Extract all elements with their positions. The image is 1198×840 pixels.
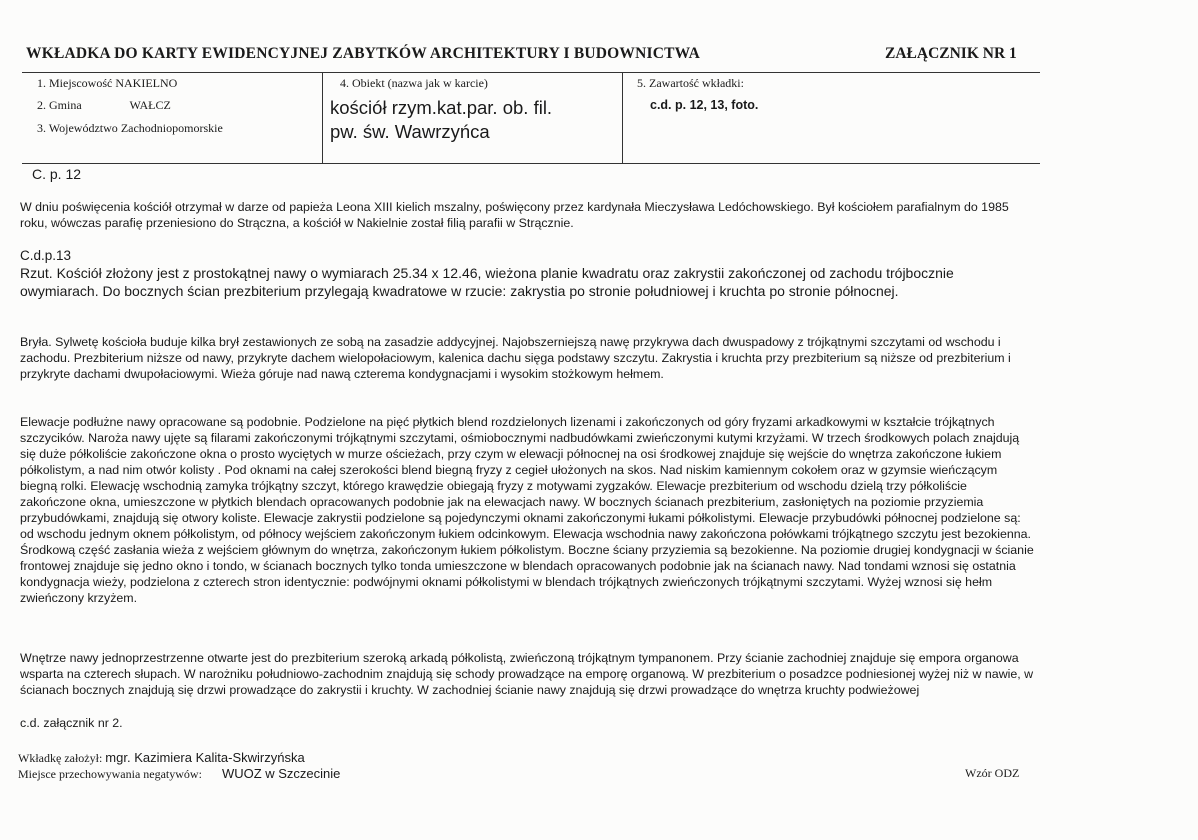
continued-annex-note: c.d. załącznik nr 2. — [20, 716, 123, 730]
commune-field — [37, 98, 171, 113]
locality-value: NAKIELNO — [115, 76, 178, 90]
commune-label: 2. Gmina — [37, 98, 82, 112]
column-divider-1 — [322, 72, 323, 164]
object-value-line1: kościół rzym.kat.par. ob. fil. — [330, 97, 553, 118]
document-title: WKŁADKA DO KARTY EWIDENCYJNEJ ZABYTKÓW ARCHITEKTURY I BUDOWNICTWA — [26, 45, 701, 62]
cp12-heading: C. p. 12 — [32, 166, 82, 182]
locality-label: 1. Miejscowość — [37, 76, 113, 90]
commune-value: WAŁCZ — [129, 98, 171, 112]
contents-value: c.d. p. 12, 13, foto. — [650, 98, 759, 112]
massing-paragraph: Bryła. Sylwetę kościoła buduje kilka brył zestawionych ze sobą na zasadzie addycyjnej. Najobszerniejszą nawę przykrywa dach dwuspadowy z trójkątnymi szczytami od wschodu i zachodu. Prezbiterium niższe od nawy, przykryte dachem wielopołaciowym, kalenica dachu sięga podstawy szczytu. Zakrystia i kruchta przy prezbiterium są niższe od prezbiterium i przykryte dachami dwupołaciowymi. Wieża góruje nad nawą czterema kondygnacjami i wysokim stożkowym hełmem. — [20, 335, 1011, 381]
column-divider-2 — [622, 72, 623, 164]
locality-field — [37, 76, 177, 91]
negatives-storage-field — [18, 766, 340, 782]
form-pattern: Wzór ODZ — [965, 766, 1020, 780]
object-value — [330, 96, 615, 144]
negatives-storage-value: WUOZ w Szczecinie — [221, 766, 341, 781]
plan-paragraph: Rzut. Kościół złożony jest z prostokątnej nawy o wymiarach 25.34 x 12.46, wieżona planie kwadratu oraz zakrystii zakończonej od zachodu trójbocznie owymiarach. Do bocznych ścian prezbiterium przylegają kwadratowe w rzucie: zakrystia po stronie południowej i kruchta po stronie północnej. — [20, 265, 954, 299]
created-by-label: Wkładkę założył: — [18, 751, 103, 765]
header-bottom-rule — [22, 163, 1040, 164]
contents-label: 5. Zawartość wkładki: — [637, 76, 744, 90]
interior-paragraph: Wnętrze nawy jednoprzestrzenne otwarte jest do prezbiterium szeroką arkadą półkolistą, zwieńczoną trójkątnym tympanonem. Przy ścianie zachodniej znajduje się empora organowa wsparta na czterech słupach. W narożniku południowo-zachodnim znajdują się schody prowadzące na emporę organową. W prezbiterium o posadzce podniesionej wyżej niż w nawie, w ścianach bocznych znajdują się drzwi prowadzące do zakrystii i kruchty. W zachodniej ścianie nawy znajdują się drzwi prowadzące do wnętrza kruchty podwieżowej — [20, 651, 1034, 697]
annex-number: ZAŁĄCZNIK NR 1 — [885, 45, 1017, 62]
elevations-paragraph: Elewacje podłużne nawy opracowane są podobnie. Podzielone na pięć płytkich blend rozdzielonych lizenami i zakończonych od góry fryzami arkadkowymi w kształcie trójkątnych szczycików. Naroża nawy ujęte są filarami zakończonymi trójkątnymi szczytami, ośmiobocznymi nadbudówkami zwieńczonymi kutymi krzyżami. W trzech środkowych polach znajdują się duże półkoliście zakończone okna o prosto wyciętych w murze ościeżach, przy czym w elewacji północnej na osi środkowej znajduje się wejście do wnętrza zakończone łukiem półkolistym, a nad nim otwór kolisty . Pod oknami na całej szerokości blend biegną fryzy z cegieł ułożonych na skos. Nad niskim kamiennym cokołem oraz w gzymsie wieńczącym biegną rolki. Elewację wschodnią zamyka trójkątny szczyt, którego krawędzie obiegają fryzy z motywami zygzaków. Elewacje prezbiterium od wschodu dzielą trzy półkoliście zakończone okna, umieszczone w płytkich blendach opracowanych podobnie jak na elewacjach nawy. W bocznych ścianach prezbiterium, zasłoniętych na poziomie przyziemia przybudówkami, znajdują się otwory koliste. Elewacje zakrystii podzielone są pojedynczymi oknami zakończonymi łukami półkolistymi. Elewacje przybudówki północnej podzielone są: od wschodu jednym oknem półkolistym, od północy wejściem zakończonym łukiem odcinkowym. Elewacja wschodnia nawy zakończona połówkami trójkątnego szczytu jest bezokienna. Środkową część zasłania wieża z wejściem głównym do wnętrza, zakończonym łukiem półkolistym. Boczne ściany przyziemia są bezokienne. Na poziomie drugiej kondygnacji w ścianie frontowej znajduje się jedno okno i tondo, w ścianach bocznych tylko tonda umieszczone w blendach opracowanych podobnie jak na ścianach nawy. Nad tondami wznosi się ostatnia kondygnacja wieży, podzielona z czterech stron identycznie: podwójnymi oknami półkolistymi w blendach trójkątnych zwieńczonych trójkątnymi szczytami. Wyżej wznosi się hełm zwieńczony krzyżem. — [20, 415, 1034, 605]
object-value-line2: pw. św. Wawrzyńca — [330, 121, 490, 142]
voivodeship-label: 3. Województwo — [37, 121, 118, 135]
voivodeship-value: Zachodniopomorskie — [120, 121, 223, 135]
object-label: 4. Obiekt (nazwa jak w karcie) — [340, 76, 488, 90]
cp12-paragraph: W dniu poświęcenia kościół otrzymał w darze od papieża Leona XIII kielich mszalny, poświęcony przez kardynała Mieczysława Ledóchowskiego. Był kościołem parafialnym do 1985 roku, wówczas parafię przeniesiono do Strączna, a kościół w Nakielnie został filią parafii w Strącznie. — [20, 200, 1009, 230]
voivodeship-field — [37, 121, 223, 136]
created-by-value: mgr. Kazimiera Kalita-Skwirzyńska — [105, 750, 305, 765]
cdp13-heading: C.d.p.13 — [20, 248, 72, 263]
negatives-storage-label: Miejsce przechowywania negatywów: — [18, 767, 202, 781]
header-top-rule — [22, 72, 1040, 73]
created-by-field — [18, 750, 305, 766]
